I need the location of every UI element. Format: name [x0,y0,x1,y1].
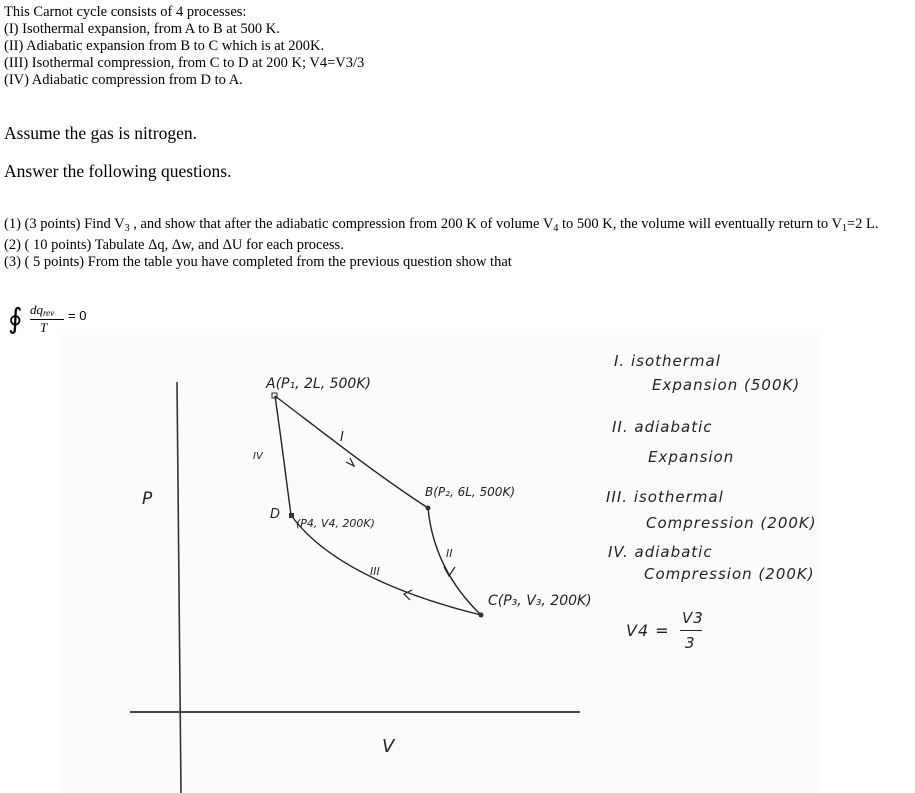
q1-part-b: , and show that after the adiabatic compression from 200 K of volume V [129,216,554,232]
legend-4-desc: Compression (200K) [644,565,815,583]
point-d-label: D [270,507,281,522]
q1-sub-b: 4 [553,223,559,234]
pv-diagram-sketch [0,330,915,793]
q1-part-d: =2 L. [846,216,879,232]
volume-axis-label: V [382,736,395,757]
scan-background [60,335,820,793]
legend-2-title: II. adiabatic [612,418,713,436]
instruction-text: Answer the following questions. [4,161,232,181]
q1-part-a: (1) (3 points) Find V [4,216,125,232]
point-d-coords: (P4, V4, 200K) [296,517,375,530]
process-2: (II) Adiabatic expansion from B to C which is at 200K. [4,38,325,54]
process-i-label: I [340,430,344,445]
point-b-label: B(P₂, 6L, 500K) [425,485,515,499]
point-b-marker [426,506,431,511]
point-d-marker [289,513,294,518]
process-iii-label: III [370,565,380,578]
legend-1-title: I. isothermal [614,352,721,370]
intro-heading: This Carnot cycle consists of 4 processes: [4,4,247,20]
legend-2-desc: Expansion [648,448,735,466]
pressure-axis-label: P [142,489,153,509]
legend-3-title: III. isothermal [606,488,724,506]
process-1: (I) Isothermal expansion, from A to B at 500 K. [4,21,280,37]
point-a-label: A(P₁, 2L, 500K) [266,376,371,392]
assumption-text: Assume the gas is nitrogen. [4,123,197,143]
formula-numerator: $dq_{rev}$ [30,302,55,318]
formula-denominator: T [40,320,48,335]
v4-relation-lhs: V4 = [626,621,670,640]
formula-rhs: = 0 [68,308,87,323]
point-c-label: C(P₃, V₃, 200K) [488,593,592,609]
q1-sub-c: 1 [841,223,847,234]
q1-sub-a: 3 [124,223,130,234]
process-ii-label: II [446,547,453,560]
legend-3-desc: Compression (200K) [646,514,817,532]
legend-1-desc: Expansion (500K) [652,376,801,394]
question-3: (3) ( 5 points) From the table you have completed from the previous question show that [4,254,512,270]
process-3: (III) Isothermal compression, from C to D at 200 K; V4=V3/3 [4,55,365,71]
q1-part-c: to 500 K, the volume will eventually return to V [558,216,842,232]
question-2: (2) ( 10 points) Tabulate Δq, Δw, and ΔU for each process. [4,237,344,253]
v4-relation-numerator: V3 [682,609,704,627]
legend-4-title: IV. adiabatic [608,543,713,561]
v4-relation-fraction-bar [680,630,702,631]
integral-symbol: ∮ [8,302,23,335]
process-iv-label: IV [253,451,263,462]
process-4: (IV) Adiabatic compression from D to A. [4,72,243,88]
question-1 [4,216,879,233]
point-c-marker [479,613,484,618]
v4-relation-denominator: 3 [685,634,696,652]
